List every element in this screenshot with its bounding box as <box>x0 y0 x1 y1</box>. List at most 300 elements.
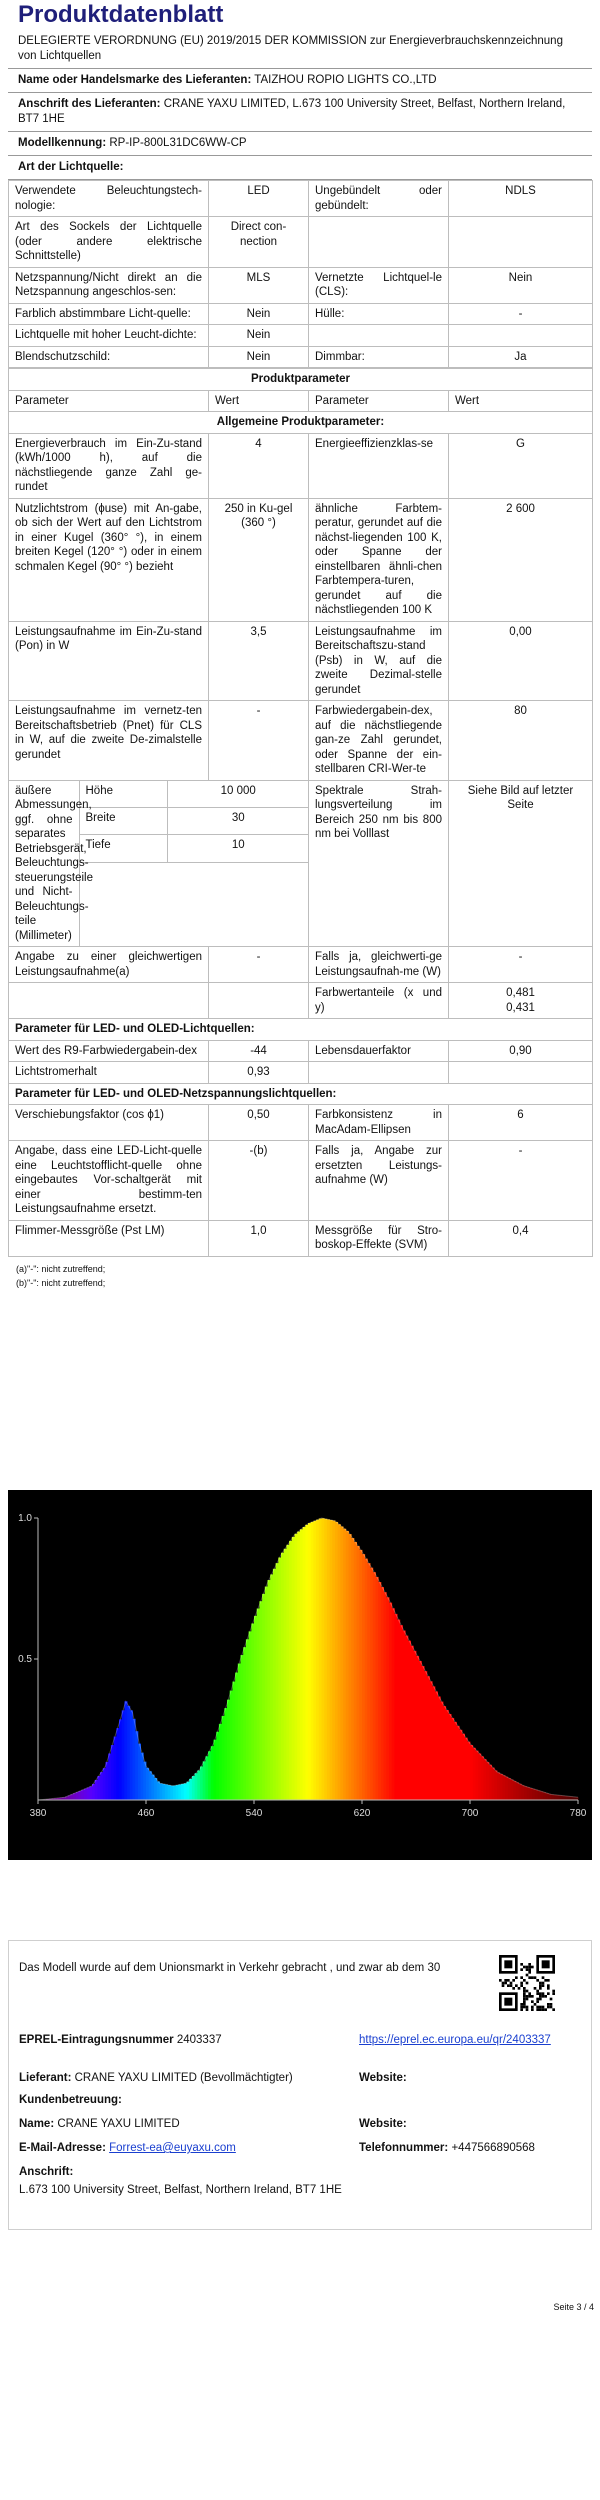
dimension-value: 10 <box>167 835 309 862</box>
spectrum-band <box>411 1646 414 1800</box>
mains-param: Angabe, dass eine LED-Licht-quelle eine Leuchtstofflicht-quelle ohne eingebautes Vor-schaltgerät mit einer bestimm-ten Leistungsaufnahme ersetzt. <box>9 1141 209 1221</box>
qr-code-icon <box>499 1955 555 2011</box>
led-row <box>9 1062 593 1084</box>
dimensions-cell <box>9 780 309 947</box>
spectrum-band <box>427 1676 430 1800</box>
spectrum-band <box>467 1742 470 1800</box>
spectrum-band <box>295 1534 298 1800</box>
general-param-2: Energieeffizienzklas-se <box>309 433 449 498</box>
supplier-address-row <box>8 93 592 132</box>
website-label: Website: <box>359 2072 407 2084</box>
type-value-2 <box>449 325 593 347</box>
general-row <box>9 621 593 701</box>
spectrum-band <box>284 1549 287 1800</box>
spectrum-band <box>457 1726 460 1800</box>
spectrum-band <box>416 1656 419 1800</box>
type-row <box>9 346 593 368</box>
type-param-2: Hülle: <box>309 303 449 325</box>
spectrum-band <box>540 1791 543 1800</box>
spectrum-band <box>556 1795 559 1800</box>
spectrum-band <box>211 1746 214 1800</box>
info-box <box>8 1940 592 2230</box>
spectrum-band <box>149 1771 152 1800</box>
spectrum-band <box>462 1734 465 1800</box>
spectrum-band <box>484 1759 487 1800</box>
led-param: Lichtstromerhalt <box>9 1062 209 1084</box>
spectrum-band <box>265 1587 268 1800</box>
general-row <box>9 498 593 621</box>
spectrum-band <box>106 1762 109 1800</box>
spectrum-band <box>516 1782 519 1800</box>
supplier-address-label: Anschrift des Lieferanten: <box>18 98 161 110</box>
spectrum-band <box>362 1554 365 1800</box>
dimension-key: Breite <box>79 807 167 834</box>
spectrum-band <box>311 1522 314 1800</box>
spectrum-band <box>300 1529 303 1800</box>
spectrum-band <box>408 1641 411 1800</box>
spectrum-band <box>535 1790 538 1800</box>
spectrum-band <box>176 1785 179 1800</box>
spectrum-band <box>497 1773 500 1800</box>
address-label: Anschrift: <box>19 2166 74 2178</box>
spectrum-band <box>224 1708 227 1800</box>
y-tick-label: 0.5 <box>18 1654 32 1665</box>
eprel-label: EPREL-Eintragungsnummer <box>19 2034 174 2046</box>
spectrum-band <box>527 1787 530 1800</box>
mains-params-title: Parameter für LED- und OLED-Netzspannungslichtquellen: <box>9 1083 593 1105</box>
spectrum-band <box>238 1664 241 1800</box>
mains-value-2: 6 <box>449 1105 593 1141</box>
col-value-2: Wert <box>449 390 593 412</box>
spectrum-band <box>205 1756 208 1800</box>
spectrum-band <box>397 1620 400 1800</box>
col-param-1: Parameter <box>9 390 209 412</box>
general-row <box>9 433 593 498</box>
led-params-title: Parameter für LED- und OLED-Lichtquellen: <box>9 1019 593 1041</box>
spectrum-band <box>367 1563 370 1800</box>
spectrum-band <box>451 1718 454 1800</box>
spectrum-band <box>103 1768 106 1800</box>
address-value: L.673 100 University Street, Belfast, Northern Ireland, BT7 1HE <box>19 2184 342 2196</box>
mains-value-2: 0,4 <box>449 1220 593 1256</box>
dimensions-label: äußere Abmessungen, ggf. ohne separates Betriebsgerät, Beleuchtungs-steuerungsteile und Nicht-Beleuchtungs-teile (Millimeter) <box>9 781 79 947</box>
spectrum-band <box>297 1532 300 1800</box>
general-title: Allgemeine Produktparameter: <box>9 412 593 434</box>
mains-value: -(b) <box>209 1141 309 1221</box>
spectrum-band <box>538 1791 541 1800</box>
spectrum-band <box>546 1793 549 1800</box>
type-row <box>9 325 593 347</box>
spectrum-band <box>413 1651 416 1800</box>
spectrum-band <box>89 1786 92 1800</box>
regulation-text: DELEGIERTE VERORDNUNG (EU) 2019/2015 DER KOMMISSION zur Energieverbrauchskennzeichnung von Lichtquellen <box>8 30 592 69</box>
dimensions-row <box>9 780 593 947</box>
led-value-2 <box>449 1062 593 1084</box>
supplier-label: Lieferant: <box>19 2072 72 2084</box>
phone-row <box>359 2141 535 2156</box>
spectrum-band <box>500 1774 503 1800</box>
type-row <box>9 181 593 217</box>
spectrum-band <box>79 1791 82 1800</box>
spectrum-band <box>281 1553 284 1800</box>
spectrum-band <box>189 1779 192 1800</box>
type-param: Lichtquelle mit hoher Leucht-dichte: <box>9 325 209 347</box>
spectrum-band <box>340 1526 343 1800</box>
footnote-b: (b)"-": nicht zutreffend; <box>16 1277 106 1288</box>
spectrum-band <box>440 1702 443 1800</box>
spectrum-band <box>392 1608 395 1800</box>
spectrum-band <box>178 1784 181 1800</box>
name-value: CRANE YAXU LIMITED <box>57 2118 180 2130</box>
spectrum-band <box>127 1706 130 1800</box>
type-param-2 <box>309 217 449 268</box>
spectrum-band <box>246 1639 249 1800</box>
spectrum-band <box>141 1753 144 1800</box>
supplier-name-value: TAIZHOU ROPIO LIGHTS CO.,LTD <box>254 74 437 86</box>
spectrum-band <box>378 1582 381 1800</box>
spectrum-band <box>208 1751 211 1800</box>
mains-param: Flimmer-Messgröße (Pst LM) <box>9 1220 209 1256</box>
type-param-2: Vernetzte Lichtquel-le (CLS): <box>309 267 449 303</box>
type-value-2: - <box>449 303 593 325</box>
general-param: Leistungsaufnahme im Ein-Zu-stand (Pon) in W <box>9 621 209 701</box>
email-link[interactable]: Forrest-ea@euyaxu.com <box>109 2142 236 2154</box>
mains-param-2: Farbkonsistenz in MacAdam-Ellipsen <box>309 1105 449 1141</box>
spectrum-band <box>214 1740 217 1800</box>
spectrum-band <box>332 1521 335 1800</box>
spectrum-band <box>116 1728 119 1800</box>
y-tick-label: 1.0 <box>18 1513 32 1524</box>
type-param-2: Dimmbar: <box>309 346 449 368</box>
spectrum-band <box>421 1666 424 1800</box>
spectrum-band <box>419 1661 422 1800</box>
general-value: 4 <box>209 433 309 498</box>
spectrum-band <box>235 1673 238 1800</box>
spectrum-band <box>443 1706 446 1800</box>
spectrum-band <box>276 1563 279 1800</box>
spectrum-band <box>492 1768 495 1800</box>
general-param: Leistungsaufnahme im vernetz-ten Bereitschaftsbetrieb (Pnet) für CLS in W, auf die zweite De-zimalstelle gerundet <box>9 701 209 781</box>
spectrum-band <box>481 1756 484 1800</box>
spectrum-band <box>446 1710 449 1800</box>
spectrum-band <box>138 1744 141 1800</box>
type-param: Farblich abstimmbare Licht-quelle: <box>9 303 209 325</box>
equivalent-param-2: Falls ja, gleichwerti-ge Leistungsaufnah-me (W) <box>309 947 449 983</box>
spectrum-band <box>403 1631 406 1800</box>
spectrum-band <box>489 1765 492 1800</box>
led-value: -44 <box>209 1040 309 1062</box>
spectrum-band <box>305 1525 308 1800</box>
x-tick-label: 460 <box>137 1808 155 1819</box>
spectrum-band <box>486 1762 489 1800</box>
light-type-heading: Art der Lichtquelle: <box>8 156 592 180</box>
spectrum-band <box>216 1732 219 1800</box>
type-value: Direct con-nection <box>209 217 309 268</box>
type-value-2: Ja <box>449 346 593 368</box>
spectrum-band <box>278 1557 281 1800</box>
spectrum-band <box>111 1745 114 1800</box>
spectrum-band <box>513 1781 516 1800</box>
spectrum-band <box>173 1786 176 1800</box>
spectrum-band <box>357 1546 360 1800</box>
general-param: Energieverbrauch im Ein-Zu-stand (kWh/1000 h), auf die nächstliegende ganze Zahl ge-rundet <box>9 433 209 498</box>
spectrum-band <box>76 1792 79 1800</box>
dimension-key: Tiefe <box>79 835 167 862</box>
spectrum-band <box>346 1531 349 1800</box>
spectrum-band <box>181 1784 184 1800</box>
spectrum-band <box>473 1748 476 1800</box>
equivalent-value <box>209 983 309 1019</box>
email-label: E-Mail-Adresse: <box>19 2142 106 2154</box>
general-value: - <box>209 701 309 781</box>
col-value-1: Wert <box>209 390 309 412</box>
spectrum-band <box>327 1519 330 1800</box>
spectrum-band <box>143 1762 146 1800</box>
spectrum-band <box>222 1716 225 1800</box>
product-params-table <box>8 368 593 1257</box>
spectrum-band <box>289 1541 292 1800</box>
spectrum-band <box>405 1636 408 1800</box>
type-value: Nein <box>209 346 309 368</box>
spectrum-band <box>124 1701 127 1800</box>
spectrum-band <box>335 1522 338 1800</box>
equivalent-value: - <box>209 947 309 983</box>
equivalent-value-2: - <box>449 947 593 983</box>
spectrum-band <box>268 1580 271 1800</box>
spectrum-band <box>448 1714 451 1800</box>
page-title: Produktdatenblatt <box>18 1 224 28</box>
spectrum-band <box>230 1691 233 1800</box>
spectrum-band <box>100 1772 103 1800</box>
website2-label: Website: <box>359 2118 407 2130</box>
equivalent-value-2: 0,481 0,431 <box>449 983 593 1019</box>
spectrum-band <box>135 1731 138 1800</box>
spectrum-band <box>324 1519 327 1800</box>
supplier-row <box>19 2071 293 2086</box>
spectrum-band <box>227 1700 230 1800</box>
type-param: Netzspannung/Nicht direkt an die Netzspannung angeschlos-sen: <box>9 267 209 303</box>
spectrum-band <box>505 1777 508 1800</box>
spectrum-band <box>511 1780 514 1800</box>
spectrum-band <box>424 1671 427 1800</box>
spectrum-band <box>313 1521 316 1800</box>
spectrum-band <box>87 1788 90 1800</box>
mains-row <box>9 1105 593 1141</box>
spectrum-band <box>162 1784 165 1800</box>
model-value: RP-IP-800L31DC6WW-CP <box>109 137 247 149</box>
spectrum-band <box>465 1738 468 1800</box>
spectrum-band <box>459 1730 462 1800</box>
spectrum-band <box>475 1751 478 1800</box>
spectrum-band <box>257 1609 260 1800</box>
spectrum-band <box>292 1537 295 1800</box>
spectrum-band <box>389 1603 392 1800</box>
spectrum-band <box>97 1776 100 1800</box>
spectrum-band <box>146 1768 149 1800</box>
spectrum-band <box>73 1793 76 1800</box>
spectrum-band <box>187 1782 190 1800</box>
equivalent-param <box>9 983 209 1019</box>
type-row <box>9 267 593 303</box>
market-text: Das Modell wurde auf dem Unionsmarkt in Verkehr gebracht , und zwar ab dem 30 <box>19 1962 441 1974</box>
spectrum-band <box>108 1753 111 1800</box>
led-param-2: Lebensdauerfaktor <box>309 1040 449 1062</box>
spectrum-band <box>322 1518 325 1800</box>
type-value: LED <box>209 181 309 217</box>
spectrum-band <box>386 1597 389 1800</box>
led-row <box>9 1040 593 1062</box>
spectrum-band <box>508 1778 511 1800</box>
spectrum-band <box>494 1770 497 1800</box>
spectrum-band <box>92 1784 95 1800</box>
spectrum-band <box>273 1569 276 1800</box>
spectrum-band <box>330 1520 333 1800</box>
general-value: 3,5 <box>209 621 309 701</box>
spectrum-band <box>154 1778 157 1800</box>
spectrum-band <box>438 1697 441 1800</box>
mains-param-2: Falls ja, Angabe zur ersetzten Leistungs-aufnahme (W) <box>309 1141 449 1221</box>
spectrum-band <box>249 1631 252 1800</box>
mains-param: Verschiebungsfaktor (cos ϕ1) <box>9 1105 209 1141</box>
spectrum-band <box>259 1601 262 1800</box>
mains-param-2: Messgröße für Stro-boskop-Effekte (SVM) <box>309 1220 449 1256</box>
spectrum-band <box>559 1795 562 1800</box>
type-value: MLS <box>209 267 309 303</box>
spectrum-band <box>394 1614 397 1800</box>
spectrum-band <box>168 1785 171 1800</box>
spectrum-band <box>551 1795 554 1800</box>
spectrum-band <box>400 1625 403 1800</box>
spectrum-band <box>254 1616 257 1800</box>
type-value-2: Nein <box>449 267 593 303</box>
type-param: Blendschutzschild: <box>9 346 209 368</box>
spectrum-band <box>270 1574 273 1800</box>
spectrum-band <box>241 1655 244 1800</box>
spectrum-band <box>232 1682 235 1800</box>
spectrum-svg <box>8 1490 592 1860</box>
general-value: 250 in Ku-gel (360 °) <box>209 498 309 621</box>
spectrum-band <box>359 1550 362 1800</box>
spectrum-band <box>286 1545 289 1800</box>
spectrum-band <box>529 1788 532 1800</box>
type-table <box>8 180 593 368</box>
spectrum-band <box>478 1753 481 1800</box>
spectrum-band <box>370 1568 373 1800</box>
spectrum-band <box>432 1686 435 1800</box>
general-value-2: G <box>449 433 593 498</box>
spectrum-band <box>470 1745 473 1800</box>
phone-label: Telefonnummer: <box>359 2142 449 2154</box>
spectrum-band <box>151 1775 154 1800</box>
spectrum-band <box>133 1719 136 1800</box>
equivalent-param: Angabe zu einer gleichwertigen Leistungsaufnahme(a) <box>9 947 209 983</box>
spectrum-band <box>119 1719 122 1800</box>
eprel-row <box>19 2033 222 2048</box>
spectrum-band <box>165 1784 168 1800</box>
spectrum-band <box>243 1647 246 1800</box>
supplier-name-row <box>8 69 592 93</box>
phone-value: +447566890568 <box>451 2142 535 2154</box>
type-value: Nein <box>209 303 309 325</box>
spectrum-band <box>430 1681 433 1800</box>
spectrum-band <box>81 1790 84 1800</box>
spectrum-band <box>114 1737 117 1800</box>
spectrum-band <box>130 1710 133 1800</box>
customer-label: Kundenbetreuung: <box>19 2094 122 2106</box>
x-tick-label: 620 <box>353 1808 371 1819</box>
mains-value-2: - <box>449 1141 593 1221</box>
name-row <box>19 2117 180 2132</box>
spectrum-band <box>338 1524 341 1800</box>
type-value-2: NDLS <box>449 181 593 217</box>
x-tick-label: 780 <box>569 1808 587 1819</box>
col-param-2: Parameter <box>309 390 449 412</box>
spectrum-band <box>84 1789 87 1800</box>
mains-row <box>9 1220 593 1256</box>
supplier-address-value: CRANE YAXU LIMITED, L.673 100 University Street, Belfast, Northern Ireland, BT7 1HE <box>18 98 566 125</box>
spectrum-band <box>95 1780 98 1800</box>
supplier-value: CRANE YAXU LIMITED (Bevollmächtigter) <box>74 2072 293 2084</box>
spectrum-band <box>384 1592 387 1800</box>
general-value-2: 0,00 <box>449 621 593 701</box>
mains-row <box>9 1141 593 1221</box>
spectrum-band <box>454 1722 457 1800</box>
general-param-2: Farbwiedergabein-dex, auf die nächstliegende gan-ze Zahl gerundet, oder Spanne der ein-stellbaren CRI-Wer-te <box>309 701 449 781</box>
spectrum-band <box>316 1520 319 1800</box>
spectrum-band <box>532 1789 535 1800</box>
equivalent-param-2: Farbwertanteile (x und y) <box>309 983 449 1019</box>
general-param: Nutzlichtstrom (ɸuse) mit An-gabe, ob sich der Wert auf den Lichtstrom in einer Kugel (360° °), in einem breiten Kegel (120° °) oder in einem schmalen Kegel (90° °) bezieht <box>9 498 209 621</box>
mains-value: 1,0 <box>209 1220 309 1256</box>
type-param: Art des Sockels der Lichtquelle (oder andere elektrische Schnittstelle) <box>9 217 209 268</box>
equivalent-row <box>9 947 593 983</box>
spectrum-band <box>170 1786 173 1800</box>
mains-value: 0,50 <box>209 1105 309 1141</box>
spectrum-band <box>262 1594 265 1800</box>
led-param-2 <box>309 1062 449 1084</box>
eprel-link[interactable]: https://eprel.ec.europa.eu/qr/2403337 <box>359 2034 551 2046</box>
model-label: Modellkennung: <box>18 137 107 149</box>
spectrum-band <box>373 1572 376 1800</box>
spectrum-band <box>349 1534 352 1800</box>
spectral-distribution-label: Spektrale Strah-lungsverteilung im Bereich 250 nm bis 800 nm bei Volllast <box>309 780 449 947</box>
dimension-key: Höhe <box>79 781 167 808</box>
spectrum-band <box>251 1623 254 1800</box>
type-row <box>9 303 593 325</box>
spectrum-chart <box>8 1490 592 1860</box>
product-params-title: Produktparameter <box>9 369 593 391</box>
type-param-2 <box>309 325 449 347</box>
spectrum-band <box>303 1527 306 1800</box>
spectrum-band <box>122 1710 125 1800</box>
email-row <box>19 2141 236 2156</box>
spectrum-band <box>184 1783 187 1800</box>
led-value-2: 0,90 <box>449 1040 593 1062</box>
spectrum-band <box>521 1785 524 1800</box>
datasheet <box>8 0 592 1289</box>
type-row <box>9 217 593 268</box>
spectrum-band <box>365 1559 368 1800</box>
spectrum-band <box>502 1775 505 1800</box>
eprel-value: 2403337 <box>176 2034 222 2046</box>
general-value-2: 2 600 <box>449 498 593 621</box>
led-param: Wert des R9-Farbwiedergabein-dex <box>9 1040 209 1062</box>
spectrum-band <box>524 1786 527 1800</box>
spectrum-band <box>381 1587 384 1800</box>
type-param-2: Ungebündelt oder gebündelt: <box>309 181 449 217</box>
spectrum-band <box>219 1724 222 1800</box>
spectrum-band <box>308 1523 311 1800</box>
